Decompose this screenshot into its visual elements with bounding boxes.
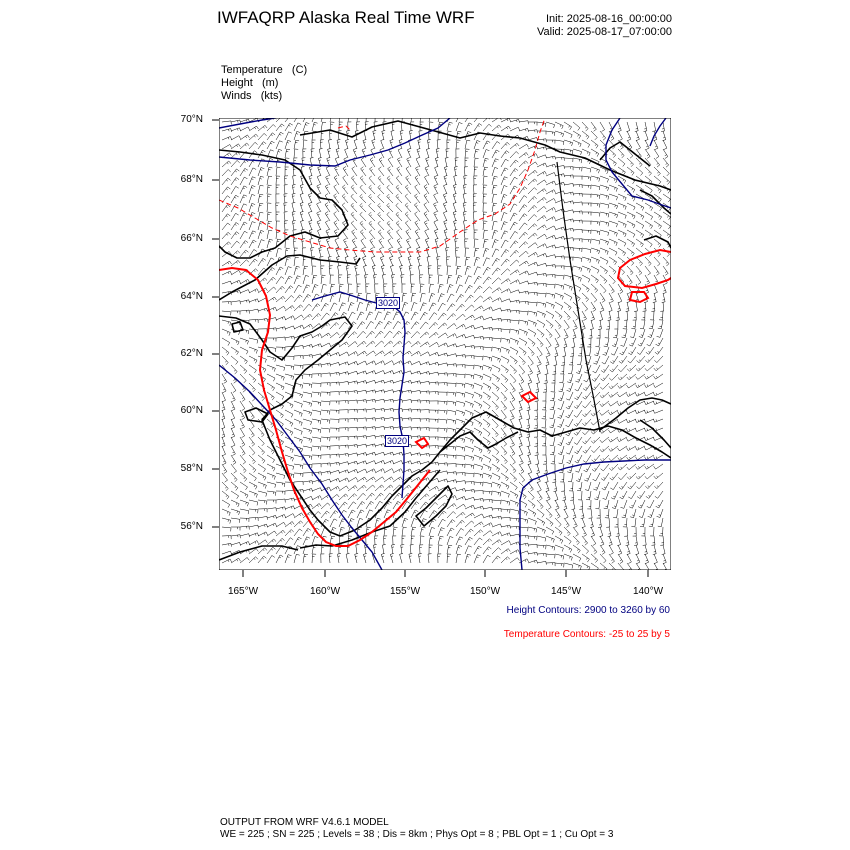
height-contours-legend: Height Contours: 2900 to 3260 by 60 [506, 605, 670, 616]
lat-label-66: 66°N [180, 233, 203, 244]
field-height: Height (m) [221, 77, 279, 89]
lon-label-160: 160°W [309, 586, 341, 597]
lat-label-62: 62°N [180, 348, 203, 359]
lon-label-165: 165°W [227, 586, 259, 597]
lon-label-140: 140°W [632, 586, 664, 597]
lat-label-56: 56°N [180, 521, 203, 532]
init-time: Init: 2025-08-16_00:00:00 [546, 13, 672, 25]
valid-time: Valid: 2025-08-17_07:00:00 [537, 26, 672, 38]
lat-label-58: 58°N [180, 463, 203, 474]
lat-label-68: 68°N [180, 174, 203, 185]
lon-label-150: 150°W [469, 586, 501, 597]
height-contour-label: 3020 [378, 298, 399, 308]
height-contour-label: 3020 [387, 436, 408, 446]
model-footer [220, 817, 613, 841]
field-temperature: Temperature (C) [221, 64, 308, 76]
lon-label-145: 145°W [550, 586, 582, 597]
footer-config: WE = 225 ; SN = 225 ; Levels = 38 ; Dis = 8km ; Phys Opt = 8 ; PBL Opt = 1 ; Cu Opt = 3 [220, 829, 614, 840]
lon-label-155: 155°W [389, 586, 421, 597]
footer-model: OUTPUT FROM WRF V4.6.1 MODEL [220, 817, 389, 828]
lat-label-64: 64°N [180, 291, 203, 302]
lat-label-60: 60°N [180, 405, 203, 416]
temperature-contours-legend: Temperature Contours: -25 to 25 by 5 [503, 629, 670, 640]
map-title: IWFAQRP Alaska Real Time WRF [217, 8, 475, 27]
field-winds: Winds (kts) [221, 90, 283, 102]
lat-label-70: 70°N [180, 114, 203, 125]
